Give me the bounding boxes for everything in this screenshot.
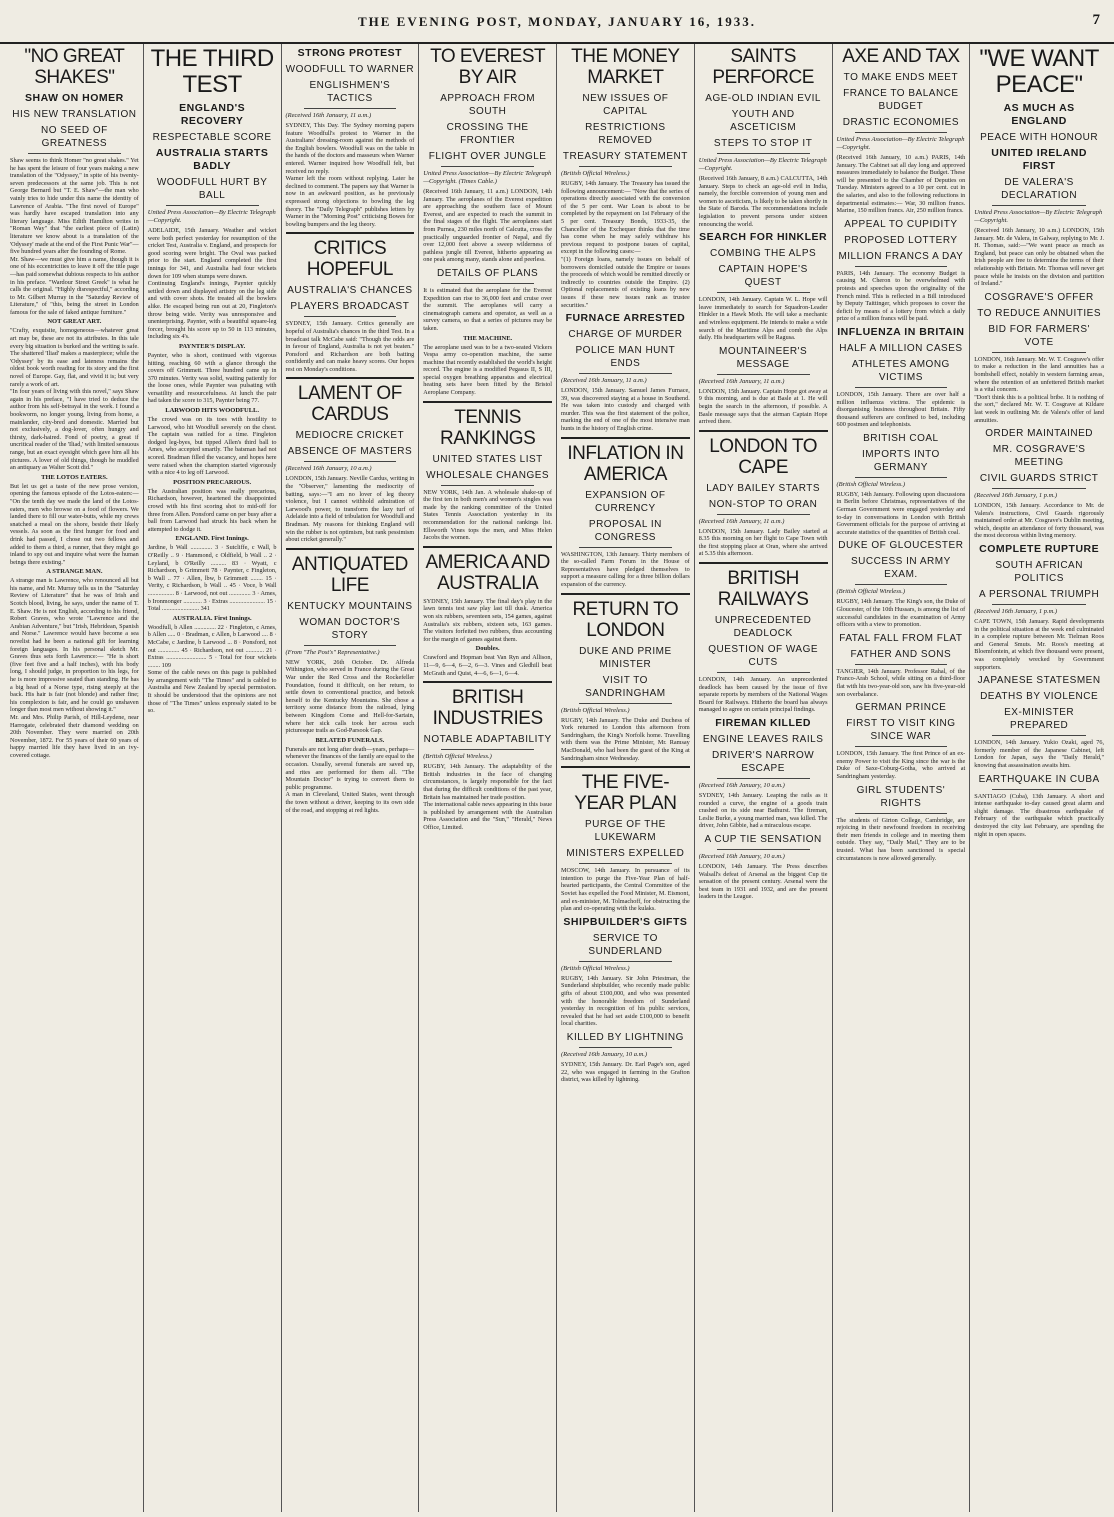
headline: THE THIRD TEST bbox=[150, 45, 274, 98]
section-subhead: THE LOTOS EATERS. bbox=[41, 473, 108, 481]
deck: DRASTIC ECONOMIES bbox=[842, 117, 960, 128]
deck: FLIGHT OVER JUNGLE bbox=[428, 151, 547, 162]
deck: EXPANSION OF CURRENCY bbox=[585, 489, 666, 514]
article-paragraph: TANGIER, 14th January. Professor Rahal, of the Franco-Arab School, while sitting on a third-floor flat with his two-year-old son, saw his five-year-old son overbalance. bbox=[836, 667, 966, 698]
section-divider bbox=[423, 546, 552, 548]
section-subhead: Doubles. bbox=[475, 645, 500, 653]
article-paragraph: SYDNEY, 15th January. Dr. Earl Page's son, aged 22, who was engaged in farming in the Grafton district, was killed by lightning. bbox=[561, 1060, 690, 1084]
column-1 bbox=[6, 44, 144, 1512]
headline: TO EVEREST BY AIR bbox=[430, 46, 546, 88]
article-paragraph: NEW YORK, 26th October. Dr. Alfreda Withington, who served in France during the Great War under the Red Cross and the Rockefeller Foundation, found it difficult, on her return, to settle down to conventional practice, and betook herself to the Kentucky Mountains. She chose a territory some distance from the railroad, lying between Kingdom Come and Hell-for-Sartain, where her sick calls took her across such picturesque trails as God-Parsook Gap. bbox=[285, 658, 415, 735]
article-paragraph: The Australian position was really precarious, Richardson, however, heartened the disappointed crowd with his first scoring shot to mid-off for three from Allen. Ponsford came on per busy after a ball from Larwood had struck his back when he attempted to dodge it. bbox=[147, 487, 277, 533]
article-paragraph: LONDON, 15th January. Samuel James Furnace, 39, was discovered staying at a house in Southend. He was taken into custody and charged with murder. This was the first statement of the police, marking the end of one of the most intensive man hunts in the history of English crime. bbox=[561, 387, 690, 433]
deck: EARTHQUAKE IN CUBA bbox=[978, 773, 1100, 785]
deck: NOTABLE ADAPTABILITY bbox=[423, 734, 552, 746]
section-divider bbox=[699, 430, 828, 432]
credit-line: (Received 16th January, 10 a.m.) bbox=[285, 465, 372, 473]
article-paragraph: Mr. Shaw—we must give him a name, though it is one of his eccentricities to leave it off the title page—has paid somewhat dubious respects to his author in his preface. "Wardour Street Greek" is what he calls the original. "Highly disrespectful," according to Mr. Gilbert Murray in the "Saturday Review of Literature," of "this, being the street in London famous for the sale of faked antique furniture." bbox=[10, 255, 139, 316]
credit-line: United Press Association—By Electric Telegraph—Copyright. bbox=[974, 209, 1103, 224]
deck: TO REDUCE ANNUITIES bbox=[977, 307, 1102, 319]
divider-rule bbox=[441, 283, 534, 284]
divider-rule bbox=[166, 205, 259, 206]
divider-rule bbox=[992, 735, 1086, 736]
section-subhead: PAYNTER'S DISPLAY. bbox=[178, 342, 246, 350]
headline: THE FIVE-YEAR PLAN bbox=[574, 772, 677, 815]
headline: "NO GREAT SHAKES" bbox=[24, 46, 125, 88]
headline: TENNIS RANKINGS bbox=[440, 406, 536, 449]
article-paragraph: PARIS, 14th January. The economy Budget is causing M. Cheron to be overwhelmed with protests and speeches upon the originality of the French mind. This is reflected in a Bill introduced by Deputy Taittinger, which proposes to cover the deficit by means of a lottery from which a daily prize of a million francs will be paid. bbox=[836, 269, 966, 323]
divider-rule bbox=[304, 461, 397, 462]
subheadline: AS MUCH AS ENGLAND bbox=[1003, 102, 1075, 127]
deck: WOODFULL TO WARNER bbox=[285, 64, 415, 75]
deck: GIRL STUDENTS' RIGHTS bbox=[856, 784, 946, 809]
subheadline: ENGLAND'S RECOVERY bbox=[179, 102, 246, 127]
article-paragraph: The international cable news appearing in this issue is published by arrangement with the Australian Press Association and the "Sun," "Herald," News Office, Limited. bbox=[423, 801, 552, 831]
deck: KENTUCKY MOUNTAINS bbox=[287, 600, 413, 612]
credit-line: (British Official Wireless.) bbox=[561, 706, 630, 714]
divider-rule bbox=[441, 485, 534, 486]
deck: CAPTAIN HOPE'S QUEST bbox=[718, 264, 808, 289]
article-paragraph: It is estimated that the aeroplane for the Everest Expedition can rise to 36,000 feet and cruise over the summit. The aeroplanes will carry a cinematograph camera and operator, as well as a survey camera, so that a series of pictures may be taken. bbox=[423, 286, 552, 332]
divider-rule bbox=[992, 604, 1086, 605]
article-paragraph: A man in Cleveland, United States, went through the town without a driver, keeping to its own side of the road, and stopping at red lights. bbox=[285, 791, 415, 814]
deck: ATHLETES AMONG VICTIMS bbox=[851, 358, 950, 383]
article-paragraph: CAPE TOWN, 15th January. Rapid developments in the political situation at the week end culminated in a complete rupture between Mr. Tielman Roos and General Smuts. Mr. Roos's meeting at Bloemfontein, at which five thousand were present, was completely wrecked by Government supporters. bbox=[974, 618, 1104, 671]
subheadline: SHIPBUILDER'S GIFTS bbox=[563, 915, 688, 928]
deck: PEACE WITH HONOUR bbox=[980, 132, 1099, 143]
deck: HALF A MILLION CASES bbox=[839, 342, 963, 354]
deck: NEW ISSUES OF CAPITAL bbox=[582, 93, 669, 117]
deck: NO SEED OF GREATNESS bbox=[41, 125, 108, 149]
section-divider bbox=[561, 437, 690, 439]
deck: FRANCE TO BALANCE BUDGET bbox=[843, 88, 959, 112]
article-paragraph: NEW YORK, 14th Jan. A wholesale shake-up of the first ten in both men's and women's singles was made by the ranking committee of the United States Tennis Association yesterday in its recommendation for the national rankings list. Ellsworth Vines tops the men, and Miss Helen Jacobs the women. bbox=[423, 488, 552, 542]
headline: BRITISH RAILWAYS bbox=[717, 568, 809, 611]
article-paragraph: Mr. and Mrs. Philip Parish, of Hill-Leydene, near Harrogate, celebrated their diamond wedding on 20th November. They were married on 20th November, 1872. For 55 years of their 60 years of happy married life they have lived in an ivy-covered cottage. bbox=[10, 713, 139, 759]
article-paragraph: LONDON, 15th January. Accordance to Mr. de Valera's instructions, Civil Guards rigorously maintained order at Mr. Cosgrave's Dublin meeting, which, despite an attendance of forty thousand, was the most decorous within living memory. bbox=[974, 502, 1104, 540]
deck: ABSENCE OF MASTERS bbox=[287, 446, 413, 458]
section-subhead: A STRANGE MAN. bbox=[46, 568, 103, 576]
section-divider bbox=[561, 766, 690, 768]
credit-line: (Received 16th January, 11 a.m.) bbox=[698, 517, 785, 525]
headline: SAINTS PERFORCE bbox=[712, 46, 814, 88]
deck: UNITED STATES LIST bbox=[432, 453, 543, 465]
deck: MEDIOCRE CRICKET bbox=[295, 430, 405, 442]
deck: QUESTION OF WAGE CUTS bbox=[708, 644, 819, 669]
deck: RESPECTABLE SCORE bbox=[152, 132, 272, 143]
deck: DETAILS OF PLANS bbox=[437, 267, 539, 279]
divider-rule bbox=[717, 292, 810, 293]
deck: BID FOR FARMERS' VOTE bbox=[988, 323, 1090, 348]
deck: NON-STOP TO ORAN bbox=[708, 498, 818, 510]
article-paragraph: LONDON, 16th January. Mr. W. T. Cosgrave's offer to make a reduction in the land annuities has a bombshell effect, notably in western farming areas, where the retention of an unfettered British market is a vital concern. bbox=[974, 355, 1104, 394]
column-5 bbox=[557, 44, 695, 1512]
headline: LAMENT OF CARDUS bbox=[297, 383, 402, 426]
subheadline: STRONG PROTEST bbox=[297, 47, 403, 59]
article-paragraph: LONDON, 15th January. Captain Hope got away at 9 this morning, and is due at Basle at 1. He will begin the search in the afternoon, if possible. A Basle message says that the airman Captain Hope arrived there. bbox=[698, 387, 828, 426]
deck: ENGINE LEAVES RAILS bbox=[702, 734, 824, 746]
headline: THE MONEY MARKET bbox=[571, 46, 680, 88]
headline: ANTIQUATED LIFE bbox=[291, 553, 408, 596]
article-paragraph: SYDNEY, 15th January. Critics generally are hopeful of Australia's chances in the third Test. In a broadcast talk McCabe said: "Though the odds are in favour of England, Australia is not yet beaten." Ponsford and Richardson are both batting confidently and can make heavy scores. Our hopes rest on Monday's conditions. bbox=[285, 320, 415, 373]
headline: LONDON TO CAPE bbox=[709, 435, 817, 478]
article-paragraph: Warner left the room without replying. Later he declined to comment. The papers say that Warner is now in an awkward position, as he previously expressed strong objections to bowling the leg theory. The "Daily Telegraph" publishes letters by Warner in the "Morning Post" criticising Bowes for bowling bumpers and the leg theory. bbox=[285, 175, 415, 228]
deck: TO MAKE ENDS MEET bbox=[843, 72, 959, 83]
article-paragraph: LONDON, 14th January. An unprecedented deadlock has been caused by the issue of five separate reports by members of the National Wages Board for Railways. Hitherto the board has always managed to agree on certain principal findings. bbox=[698, 676, 828, 714]
headline: "WE WANT PEACE" bbox=[979, 45, 1099, 98]
divider-rule bbox=[579, 863, 672, 864]
credit-line: (British Official Wireless.) bbox=[561, 170, 630, 177]
section-subhead: LARWOOD HITS WOODFULL. bbox=[165, 407, 259, 415]
article-paragraph: SANTIAGO (Cuba), 13th January. A short and intense earthquake to-day caused great alarm and slight damage. The disastrous earthquake of February of the earthquake which practically destroyed the city last February, are spending the night in open spaces. bbox=[974, 792, 1104, 838]
article-paragraph: Some of the cable news on this page is published by arrangement with "The Times" and is cabled to Australia and New Zealand by special permission. It should be understood that the opinions are not those of "The Times" unless expressly stated to be so. bbox=[147, 669, 277, 715]
section-divider bbox=[286, 232, 415, 234]
deck: WHOLESALE CHANGES bbox=[426, 469, 550, 481]
deck: DRIVER'S NARROW ESCAPE bbox=[712, 750, 815, 775]
deck: WOODFULL HURT BY BALL bbox=[156, 177, 268, 201]
divider-rule bbox=[304, 316, 397, 317]
deck: MOUNTAINEER'S MESSAGE bbox=[719, 345, 808, 370]
credit-line: (Received 16th January, 10 a.m.) bbox=[561, 1050, 648, 1058]
article-paragraph: (Received 16th January, 10 a.m.) PARIS, 14th January. The Cabinet sat all day long and approved measures immediately to balance the Budget. These will be presented to the Chamber of Deputies on Tuesday. Ministers agreed to a 10 per cent. cut in the salaries, and also to the following reductions in departmental estimates:— War, 30 million francs. Marine, 150 million francs. Air, 250 million francs. bbox=[836, 154, 966, 215]
divider-rule bbox=[717, 374, 810, 375]
divider-rule bbox=[579, 961, 672, 962]
deck: COSGRAVE'S OFFER bbox=[984, 291, 1094, 303]
deck: PROPOSED LOTTERY bbox=[844, 234, 958, 246]
divider-rule bbox=[855, 477, 948, 478]
section-divider bbox=[286, 377, 415, 379]
article-paragraph: The crowd was on its toes with hostility to Larwood, who hit Woodfull severely on the chest. The captain was rattled for a time. Fingleton dodged leg-byes, but tipped Allen's third ball to Ames, who accepted smartly. The batsman had not scored. Bradman filled the vacancy, and hopes here were raised when the champion started vigorously with a nice 4 to leg off Larwood. bbox=[147, 416, 277, 477]
divider-rule bbox=[304, 108, 397, 109]
divider-rule bbox=[855, 584, 948, 585]
deck: FATHER AND SONS bbox=[850, 648, 952, 660]
deck: RESTRICTIONS REMOVED bbox=[585, 122, 666, 146]
subheadline: SHAW ON HOMER bbox=[25, 92, 124, 104]
section-subhead: ENGLAND. First Innings. bbox=[175, 535, 249, 543]
article-paragraph: ADELAIDE, 15th January. Weather and wicket were both perfect yesterday for resumption of the cricket Test, Australia v. England, and prospects for good scoring were bright. The Oval was packed prior to the start. England completed the first innings for 341, and Australia had four wickets down for 109 when stumps were drawn. bbox=[147, 227, 277, 280]
section-divider bbox=[286, 548, 415, 550]
deck: AGE-OLD INDIAN EVIL bbox=[705, 93, 821, 104]
article-paragraph: (Received 16th January, 10 a.m.) LONDON, 15th January. Mr. de Valera, in Galway, replying to Mr. J. H. Thomas, said:—"We want peace as much as England, but peace can only be obtained when the Irish people are free to determine the terms of their relationship with Britain. Mr. Thomas will never get peace while he insists on the division and partition of Ireland." bbox=[974, 227, 1104, 288]
deck: HIS NEW TRANSLATION bbox=[12, 109, 137, 120]
column-3 bbox=[282, 44, 420, 1512]
deck: BRITISH COAL bbox=[863, 432, 939, 444]
headline: BRITISH INDUSTRIES bbox=[432, 687, 543, 730]
divider-rule bbox=[717, 153, 810, 154]
credit-line: (Received 16th January, 10 a.m.) bbox=[698, 853, 785, 860]
deck: VISIT TO SANDRINGHAM bbox=[585, 674, 666, 699]
deck: SOUTH AFRICAN POLITICS bbox=[995, 560, 1083, 585]
article-paragraph: RUGBY, 14th January. Sir John Priestman, the Sunderland shipbuilder, who recently made public gifts of about £100,000, and who was presented with the honorable freedom of Sunderland yesterday in recognition of his public services, revealed that he had set aside £100,000 to benefit local charities. bbox=[561, 974, 690, 1028]
deck: A PERSONAL TRIUMPH bbox=[979, 589, 1100, 601]
column-7 bbox=[833, 44, 971, 1512]
divider-rule bbox=[992, 352, 1086, 353]
deck: FIRST TO VISIT KING SINCE WAR bbox=[846, 718, 956, 743]
article-paragraph: "Crafty, exquisite, homogeneous—whatever great art may be, these are not its attributes. In this tale every big situation is burked and the writing is safe. The shattered 'Iliad' makes a masterpiece; while the 'Odyssey' by its ease and lateness remains the oldest book worth reading for its story and the first novel of Europe. Gay, flat, and vivid it is; but very rarely a work of art. bbox=[10, 327, 139, 388]
deck: MILLION FRANCS A DAY bbox=[838, 250, 964, 262]
article-paragraph: But let us get a taste of the new prose version, opening the famous episode of the Lotos-eaters:— "On the tenth day we made the land of the Lotos-eaters, men who browse on a food of flowers. We landed there to fill our water-butts, while my crews snatched a meal on the shore, beside their likely vessels. As soon as the first hunger for food and drink had passed, I chose out two fellows and added to them a third, a runner, that they might go inland to spy out and inquire what were the human beings there existing." bbox=[10, 482, 139, 566]
subheadline: UNITED IRELAND FIRST bbox=[991, 147, 1087, 172]
section-divider bbox=[423, 681, 552, 683]
divider-rule bbox=[717, 778, 810, 779]
divider-rule bbox=[855, 746, 948, 747]
deck: DUKE AND PRIME MINISTER bbox=[579, 645, 672, 670]
article-paragraph: LONDON, 15th January. There are over half a million influenza victims. The epidemic is disorganising business throughout Britain. Fifty thousand sufferers are confined to bed, including 600 postmen and telephonists. bbox=[836, 390, 966, 429]
section-subhead: BELATED FUNERALS. bbox=[315, 736, 385, 744]
deck: DUKE OF GLOUCESTER bbox=[838, 540, 964, 552]
credit-line: (Received 16th January, 1 p.m.) bbox=[974, 608, 1058, 616]
divider-rule bbox=[28, 153, 121, 154]
section-divider bbox=[561, 593, 690, 595]
divider-rule bbox=[441, 166, 534, 167]
deck: IMPORTS INTO GERMANY bbox=[861, 448, 940, 473]
deck: PURGE OF THE LUKEWARM bbox=[584, 819, 666, 844]
headline: RETURN TO LONDON bbox=[572, 598, 679, 641]
deck: STEPS TO STOP IT bbox=[713, 138, 813, 149]
divider-rule bbox=[579, 703, 672, 704]
divider-rule bbox=[717, 849, 810, 850]
deck: KILLED BY LIGHTNING bbox=[566, 1031, 684, 1043]
divider-rule bbox=[579, 373, 672, 374]
deck: CHARGE OF MURDER bbox=[568, 329, 683, 341]
deck: DEATHS BY VIOLENCE bbox=[980, 691, 1099, 703]
divider-rule bbox=[855, 266, 948, 267]
divider-rule bbox=[992, 205, 1086, 206]
deck: SUCCESS IN ARMY EXAM. bbox=[851, 556, 951, 581]
article-paragraph: "Don't think this is a political bribe. It is nothing of the sort," declared Mr. W. T. Cosgrave at Kildare last week in outlining Mr. de Valera's offer of land annuities. bbox=[974, 393, 1104, 424]
divider-rule bbox=[855, 664, 948, 665]
deck: SERVICE TO SUNDERLAND bbox=[588, 932, 663, 957]
article-paragraph: LONDON, 15th January. Neville Cardus, writing in the "Observer," lamenting the mediocrity of batting, says:—"I am no lover of leg theory violence, but I cannot withhold admiration of Larwood's power, to transform the lazy turf of Adelaide into a field of tribulation for Woodfull and Bradman. My reasons for thinking England will win the rubber is not optimism, but rank pessimism about cricket generally." bbox=[285, 475, 415, 544]
deck: LADY BAILEY STARTS bbox=[706, 482, 821, 494]
headline: INFLATION IN AMERICA bbox=[567, 442, 684, 485]
article-paragraph: "(1) Foreign loans, namely issues on behalf of borrowers domiciled outside the Empire or issues the proceeds of which would be remitted directly or indirectly to countries outside the Empire. (2) Optional replacements of existing loans by new issues if these new issues rank as trustee securities." bbox=[561, 255, 690, 309]
deck: TREASURY STATEMENT bbox=[562, 151, 688, 162]
divider-rule bbox=[579, 166, 672, 167]
article-paragraph: Woodfull, b Allen .............. 22 · Fingleton, c Ames, b Allen ..... 0 · Bradman, c Allen, b Larwood .... 8 · McCabe, c Jardine, b Larwood ... 8 · Ponsford, not out .............. 45 · Richardson, not out ............ 21 · Extras .......................... 5 · Total for four wickets ........ 109 bbox=[147, 623, 277, 669]
deck: WOMAN DOCTOR'S STORY bbox=[299, 616, 401, 641]
article-paragraph: WASHINGTON, 13th January. Thirty members of the so-called Farm Forum in the House of Representatives have pledged themselves to support a measure calling for a three billion dollars expansion of the currency. bbox=[561, 550, 690, 589]
credit-line: (Received 16th January, 11 a.m.) bbox=[561, 377, 647, 385]
deck: POLICE MAN HUNT ENDS bbox=[575, 345, 676, 370]
column-2 bbox=[144, 44, 282, 1512]
credit-line: (Received 16th January, 10 a.m.) bbox=[698, 782, 785, 790]
article-paragraph: Jardine, b Wall .............. 3 · Sutcliffe, c Wall, b O'Reilly .. 9 · Hammond, c Oldfield, b Wall .. 2 · Leyland, b O'Reilly .......... 83 · Wyatt, c Richardson, b Grimmett 78 · Paynter, c Fingleton, b Wall .. 77 · Allen, lbw, b Grimmett ........ 15 · Verity, c Richardson, b Wall .. 45 · Voce, b Wall ................. 8 · Larwood, not out .............. 3 · Ames, b Ironmonger ............ 3 · Extras ....................... 15 · Total ........................ 341 bbox=[147, 544, 277, 613]
divider-rule bbox=[579, 1047, 672, 1048]
article-paragraph: LONDON, 15th January. The first Prince of an ex-enemy Power to visit the King since the war is the Duke of Saxe-Coburg-Gotha, who arrived at Sandringham yesterday. bbox=[836, 750, 966, 780]
headline: AMERICA AND AUSTRALIA bbox=[425, 551, 550, 594]
divider-rule bbox=[579, 547, 672, 548]
article-paragraph: (Received 16th January, 11 a.m.) LONDON, 14th January. The aeroplanes of the Everest expedition are approaching the southern face of Mount Everest, and are expected to reach the summit in the final stages of the flight. The aeroplanes start from Purnea, 230 miles north of Calcutta, cross the practically unguarded frontier of Nepal, and fly over 12,000 feet above a sweep wilderness of pathless jungle till Everest, hitherto appearing as one peak among many, stands alone and peerless. bbox=[423, 188, 552, 264]
article-paragraph: Continuing England's innings, Paynter quickly settled down and displayed artistry on the leg side and with cover shots. He treated all the bowlers alike. He escaped being run out at 20, Fingleton's throw being wide. Verity was unresponsive and unenterprising. Paynter, with a beautiful square-leg forcer, brought his score up to 50 in 113 minutes, including six 4's. bbox=[147, 280, 277, 341]
deck: ENGLISHMEN'S TACTICS bbox=[309, 80, 391, 104]
article-paragraph: LONDON, 15th January. Lady Bailey started at 8.35 this morning on her flight to Cape Town with the first stopping place at Oran, where she arrived at 5.35 this afternoon. bbox=[698, 527, 828, 558]
article-paragraph: SYDNEY, This Day. The Sydney morning papers feature Woodfull's protest to Warner in the Australians' dressing-room against the methods of the English bowlers. Woodfull was on the table in the hands of the doctors and masseurs when Warner entered. Warner inquired how Woodfull felt, but received no reply. bbox=[285, 122, 415, 175]
masthead bbox=[0, 0, 1114, 44]
credit-line: United Press Association—By Electric Telegraph—Copyright. bbox=[147, 209, 276, 224]
article-paragraph: SYDNEY, 14th January. Leaping the rails as it rounded a curve, the engine of a goods train crashed on its side near Bathurst. The fireman, Leslie Burke, a young married man, was killed. The driver, John Gibbie, had a miraculous escape. bbox=[698, 792, 828, 830]
section-divider bbox=[423, 401, 552, 403]
article-paragraph: The aeroplane used was to be a two-seated Vickers Vespa army co-operation machine, the same machine that recently established the world's height record. The engine is a modified Pegasus II, S III, special oxygen breathing apparatus and electrical heating sets have been fitted by the Bristol Aeroplane Company. bbox=[423, 343, 552, 397]
deck: APPEAL TO CUPIDITY bbox=[844, 218, 958, 230]
divider-rule bbox=[992, 488, 1086, 489]
deck: MINISTERS EXPELLED bbox=[566, 848, 685, 860]
article-paragraph: "In four years of living with this novel," says Shaw again in his preface, "I have tried to deduce the author from his self-betrayal in the work. I found a bookworm, no longer young, living from home, a mainlander, city-bred and domestic. Married but not exclusively, a dog-lover, often hungry and thirsty, dark-haired. Fond of poetry, a great if uncritical reader of the 'Iliad,' with limited sensuous range, but an exact eyesight which gave him all his pictures. A lover of old things, though he muddled an antiquary as Walter Scott did." bbox=[10, 388, 139, 472]
deck: AUSTRALIA'S CHANCES bbox=[287, 285, 413, 297]
credit-line: (British Official Wireless.) bbox=[836, 480, 906, 488]
section-subhead: POSITION PRECARIOUS. bbox=[173, 478, 252, 486]
divider-rule bbox=[855, 387, 948, 388]
news-columns bbox=[6, 44, 1108, 1512]
headline: AXE AND TAX bbox=[842, 46, 960, 67]
deck: COMBING THE ALPS bbox=[710, 248, 817, 260]
deck: MR. COSGRAVE'S MEETING bbox=[992, 444, 1086, 469]
credit-line: (British Official Wireless.) bbox=[836, 588, 906, 596]
divider-rule bbox=[717, 672, 810, 673]
divider-rule bbox=[441, 749, 534, 750]
article-paragraph: SYDNEY, 15th January. The final day's play in the lawn tennis test saw play last till dusk. America won six rubbers, seventeen sets, 154 games, against Australia's six rubbers, sixteen sets, 163 games. The visitors forfeited two rubbers, thus accounting for the margin of games against them. bbox=[423, 597, 552, 643]
deck: A CUP TIE SENSATION bbox=[704, 834, 822, 845]
subheadline: INFLUENZA IN BRITAIN bbox=[837, 325, 965, 338]
article-paragraph: RUGBY, 14th January. The adaptability of the British industries in the face of changing circumstances, is largely responsible for the fact that during the difficult conditions of the past year, Britain has maintained her trade position. bbox=[423, 763, 552, 801]
article-paragraph: Paynter, who is short, continued with vigorous hitting, reaching 60 with a glance through the covers off Grimmett. Three hundred came up in 370 minutes. Verity was solid, waiting patiently for the loose ones, while Paynter was pulsating with versatility and resourcefulness. At lunch the pair had taken the score to 315, Paynter being 77. bbox=[147, 351, 277, 405]
subheadline: COMPLETE RUPTURE bbox=[979, 543, 1100, 556]
credit-line: (Received 16th January, 11 a.m.) bbox=[698, 377, 785, 385]
divider-rule bbox=[717, 514, 810, 515]
article-paragraph: RUGBY, 14th January. The Duke and Duchess of York returned to London this afternoon from Sandringham, the King's Norfolk home. Travelling with them was the Prime Minister, Mr. Ramsay MacDonald, who had been the guest of the King at Sandringham since Wednesday. bbox=[561, 716, 690, 762]
section-divider bbox=[699, 562, 828, 564]
page-number: 7 bbox=[1092, 12, 1100, 28]
article-paragraph: A strange man is Lawrence, who renounced all but his name, and Mr. Murray tells us in the "Saturday Review of Literature" that he was of Irish and Scotch blood, living, he says, under the name of T. E. Shaw. He is not English, according to his friend, Robert Graves, who wrote "Lawrence and the Arabian Adventure," but "Irish, Hebridean, Spanish and Norse." Lawrence would have become a sea novelist had he been a national gift for learning foreign languages. In his personal sketch Mr. Graves thus sets forth Lawrence:— "He is short (five feet five and a half inches), with his body long, I should judge, in proportion to his legs, for he is more impressive seated than standing. He has a big head of a Norse type, rising steeply at the back. His hair is fair (not blonde) and rather fine; his complexion is fair, and he could go unshaven longer than most men without showing it." bbox=[10, 577, 139, 714]
deck: DE VALERA'S DECLARATION bbox=[1001, 177, 1078, 201]
deck: FATAL FALL FROM FLAT bbox=[839, 632, 963, 644]
deck: EX-MINISTER PREPARED bbox=[1004, 707, 1075, 732]
credit-line: (From "The Post's" Representative.) bbox=[285, 648, 380, 656]
article-paragraph: The students of Girton College, Cambridge, are rejoicing in their newfound freedom in receiving their men friends in college and in meeting them outside. They say, "Daily Mail," They are to be trusted. What has been sanctioned is special circumstances is now allowed generally. bbox=[836, 816, 966, 862]
section-subhead: THE MACHINE. bbox=[463, 334, 513, 342]
credit-line: (British Official Wireless.) bbox=[423, 753, 492, 761]
credit-line: United Press Association—By Electric Telegraph—Copyright. bbox=[836, 136, 965, 151]
subheadline: AUSTRALIA STARTS BADLY bbox=[155, 147, 269, 172]
article-paragraph: Funerals are not long after death—years, perhaps—whenever the finances of the family are equal to the occasion. Usually, several funerals are saved up, and rites are performed for them all. "The Mountain Doctor" is trying to convert them to public programme. bbox=[285, 745, 415, 791]
credit-line: (British Official Wireless.) bbox=[561, 964, 630, 972]
article-paragraph: LONDON, 14th January. The Press describes Walsall's defeat of Arsenal as the biggest Cup tie sensation of the present century. Arsenal were the best team in 1931 and 1932, and are the present leaders in the League. bbox=[698, 863, 828, 901]
credit-line: United Press Association—By Electric Telegraph—Copyright. bbox=[698, 157, 827, 172]
section-subhead: AUSTRALIA. First Innings. bbox=[172, 614, 252, 622]
article-paragraph: RUGBY, 14th January. The Treasury has issued the following announcement:— "Now that the series of operations directly associated with the conversion of the 5 per cent. War Loan is about to be completed by the repayment on 1st February of the 5 per cent. Treasury Bonds, 1933-35, the Chancellor of the Exchequer thinks that the time has come when he may safely withdraw his previous request to postpone issues of capital, except in the following cases:— bbox=[561, 180, 690, 256]
article-paragraph: LONDON, 14th January. Yukio Ozaki, aged 76, formerly member of the Japanese Cabinet, left London for Japan, says the "Daily Herald," knowing that assassination awaits him. bbox=[974, 739, 1104, 769]
divider-rule bbox=[855, 813, 948, 814]
subheadline: SEARCH FOR HINKLER bbox=[699, 231, 828, 244]
deck: CROSSING THE FRONTIER bbox=[446, 122, 529, 146]
column-6 bbox=[695, 44, 833, 1512]
deck: PROPOSAL IN CONGRESS bbox=[588, 518, 662, 543]
article-paragraph: RUGBY, 14th January. The King's son, the Duke of Gloucester, of the 10th Hussars, is among the list of successful candidates in the examination of Army officers with a view to promotion. bbox=[836, 598, 966, 629]
credit-line: (Received 16th January, 1 p.m.) bbox=[974, 492, 1058, 500]
article-paragraph: Crawford and Hopman beat Van Ryn and Allison, 11—9, 6—4, 6—2, 6—3. Vines and Gledhill beat McGrath and Quist, 4—6, 6—1, 6—4. bbox=[423, 654, 552, 677]
deck: CIVIL GUARDS STRICT bbox=[979, 473, 1099, 485]
deck: APPROACH FROM SOUTH bbox=[440, 93, 536, 117]
column-4 bbox=[419, 44, 557, 1512]
newspaper-title: THE EVENING POST, MONDAY, JANUARY 16, 1933. bbox=[357, 14, 757, 29]
credit-line: United Press Association—By Electric Telegraph—Copyright. (Times Cable.) bbox=[423, 170, 552, 185]
column-8 bbox=[970, 44, 1108, 1512]
deck: JAPANESE STATESMEN bbox=[977, 675, 1101, 687]
deck: GERMAN PRINCE bbox=[855, 702, 947, 714]
divider-rule bbox=[304, 645, 397, 646]
article-paragraph: Shaw seems to think Homer "no great shakes." Yet he has spent the leisure of four years making a new translation of the "Odyssey," in spite of his twenty-seven predecessors at the same job. This is not George Bernard but "T. E. Shaw"—the man who vainly tries to hide under this name the identity of Lawrence of Arabia. "The first novel of Europe" was hardly have escaped translation into any literary language. Miss Edith Hamilton writes in "Roman Way" that "the earliest piece of (Latin) literature we know about is a translation of the 'Odyssey' made at the end of the First Punic War"—five hundred years after the founding of Rome. bbox=[10, 157, 139, 256]
deck: PLAYERS BROADCAST bbox=[290, 301, 410, 313]
article-paragraph: (Received 16th January, 8 a.m.) CALCUTTA, 14th January. Steps to check an age-old evil in India, namely, the forcible conversion of young men and women to asceticism, is likely to be taken shortly in the State of Baroda. The recommendations include legislation to prevent persons under sixteen renouncing the world. bbox=[698, 175, 828, 228]
divider-rule bbox=[855, 132, 948, 133]
subheadline: FURNACE ARRESTED bbox=[565, 312, 686, 325]
deck: ORDER MAINTAINED bbox=[985, 428, 1094, 440]
deck: YOUTH AND ASCETICISM bbox=[730, 109, 797, 133]
article-paragraph: LONDON, 14th January. Captain W. L. Hope will leave immediately to search for Squadron-Leader Hinkler in a Hawk Moth. He will take a mechanic and wireless equipment. He intends to make a wide search of the Maritime Alps and comb the Alps daily. His headquarters will be Ragusa. bbox=[698, 296, 828, 342]
divider-rule bbox=[992, 789, 1086, 790]
article-paragraph: RUGBY, 14th January. Following upon discussions in Berlin before Christmas, representatives of the German Government were engaged yesterday and to-day in conversations in London with British Government officials for the purpose of arriving at accurate statistics of the quantities of British coal. bbox=[836, 490, 966, 536]
credit-line: (Received 16th January, 11 a.m.) bbox=[285, 112, 372, 119]
article-paragraph: MOSCOW, 14th January. In pursuance of its intention to purge the Five-Year Plan of half-hearted participants, the Central Committee of the Soviet has expelled the Food Minister, M. Eismont, and ex-minister, M. Tolmachoff, for obstructing the plan and co-operating with the kulaks. bbox=[561, 867, 690, 913]
section-subhead: NOT GREAT ART. bbox=[47, 318, 102, 326]
deck: UNPRECEDENTED DEADLOCK bbox=[714, 615, 812, 640]
subheadline: FIREMAN KILLED bbox=[715, 717, 811, 730]
headline: CRITICS HOPEFUL bbox=[306, 238, 393, 281]
